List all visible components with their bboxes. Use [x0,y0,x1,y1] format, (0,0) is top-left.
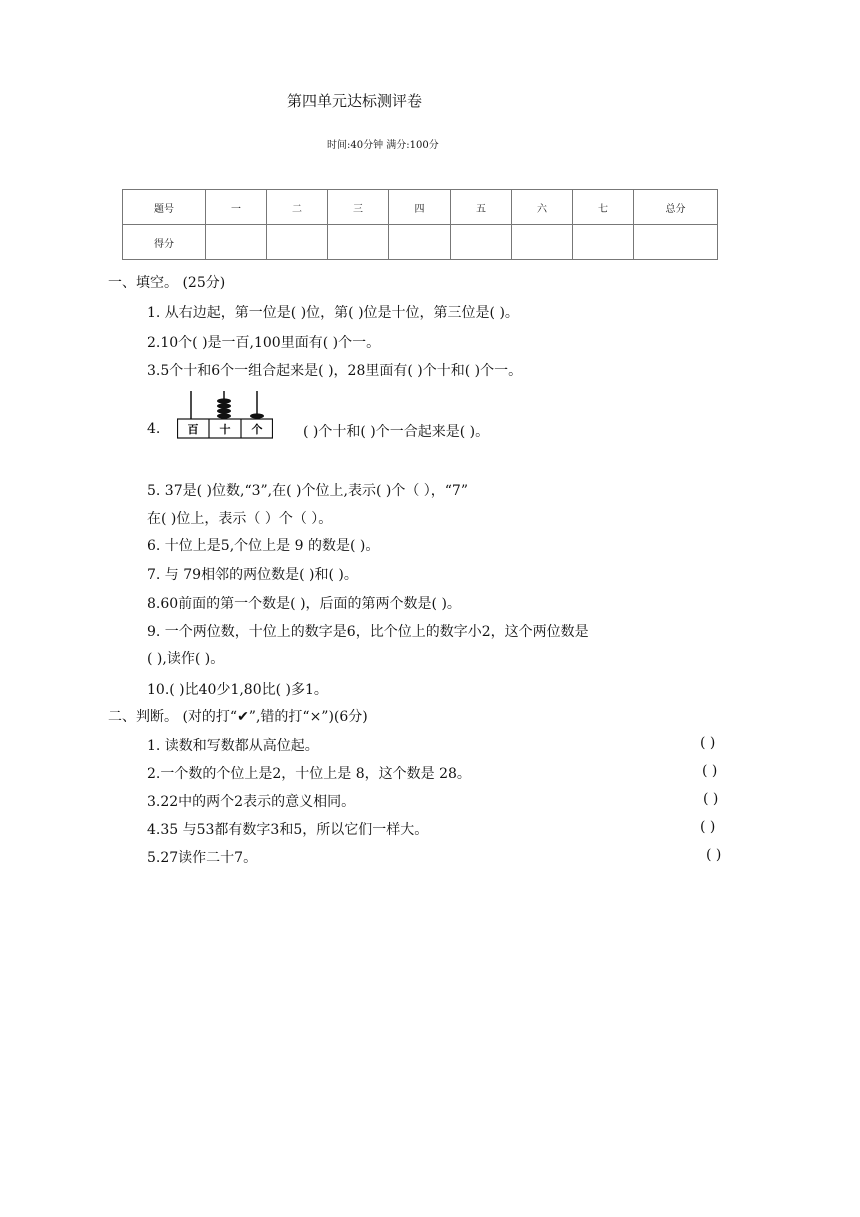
score-table-header-cell: 五 [451,190,512,225]
score-cell[interactable] [328,225,389,260]
score-cell[interactable] [512,225,573,260]
score-cell[interactable] [267,225,328,260]
judgement-item-1: 1. 读数和写数都从高位起。 [147,738,319,754]
score-table-header-cell: 六 [512,190,573,225]
answer-paren[interactable]: ( ) [706,847,722,863]
abacus-label-tens: 十 [219,423,231,436]
score-table-header-cell: 四 [389,190,451,225]
score-table-header-cell: 总分 [634,190,718,225]
score-table-score-row [123,225,718,260]
abacus-bead [217,408,231,413]
abacus-bead [217,403,231,408]
section-2-heading: 二、判断。 (对的打“✔”,错的打“×”)(6分) [108,709,368,725]
question-9-line-2: ( ),读作( )。 [147,651,225,667]
question-2: 2.10个( )是一百,100里面有( )个一。 [147,335,381,351]
score-table-header-cell: 三 [328,190,389,225]
question-9-line-1: 9. 一个两位数，十位上的数字是6，比个位上的数字小2，这个两位数是 [147,624,589,640]
answer-paren[interactable]: ( ) [700,735,716,751]
abacus-image [177,391,273,439]
score-cell[interactable] [389,225,451,260]
answer-paren[interactable]: ( ) [700,819,716,835]
score-cell[interactable] [206,225,267,260]
question-3: 3.5个十和6个一组合起来是( )，28里面有( )个十和( )个一。 [147,363,523,379]
abacus-bead [217,398,231,403]
question-1: 1. 从右边起，第一位是( )位，第( )位是十位，第三位是( )。 [147,305,519,321]
abacus-label-hundreds: 百 [187,423,199,436]
score-table-header-cell: 七 [573,190,634,225]
judgement-item-3: 3.22中的两个2表示的意义相同。 [147,794,356,810]
answer-paren[interactable]: ( ) [702,763,718,779]
exam-info: 时间:40分钟 满分:100分 [327,140,439,151]
score-row-label: 得分 [123,225,206,260]
score-table-header-row [123,190,718,225]
abacus-bead [250,413,264,418]
question-5-line-2: 在( )位上，表示（ ）个（ ）。 [147,511,333,527]
section-1-heading: 一、填空。 (25分) [108,275,226,291]
page-title: 第四单元达标测评卷 [287,92,423,110]
question-4-number: 4. [147,421,161,437]
score-table-header-cell: 二 [267,190,328,225]
score-table [122,189,718,260]
judgement-item-4: 4.35 与53都有数字3和5，所以它们一样大。 [147,822,429,838]
question-8: 8.60前面的第一个数是( )，后面的第两个数是( )。 [147,596,461,612]
question-7: 7. 与 79相邻的两位数是( )和( )。 [147,567,358,583]
score-cell[interactable] [451,225,512,260]
score-cell[interactable] [573,225,634,260]
score-table-header-cell: 一 [206,190,267,225]
question-10: 10.( )比40少1,80比( )多1。 [147,682,328,698]
answer-paren[interactable]: ( ) [703,791,719,807]
judgement-item-2: 2.一个数的个位上是2，十位上是 8，这个数是 28。 [147,766,471,782]
question-6: 6. 十位上是5,个位上是 9 的数是( )。 [147,538,380,554]
abacus-label-ones: 个 [251,423,263,436]
question-4: ( )个十和( )个一合起来是( )。 [303,424,490,440]
abacus-bead [217,413,231,418]
score-table-header-cell: 题号 [123,190,206,225]
score-cell[interactable] [634,225,718,260]
judgement-item-5: 5.27读作二十7。 [147,850,258,866]
question-5-line-1: 5. 37是( )位数,“3”,在( )个位上,表示( )个（ ），“7” [147,483,468,499]
